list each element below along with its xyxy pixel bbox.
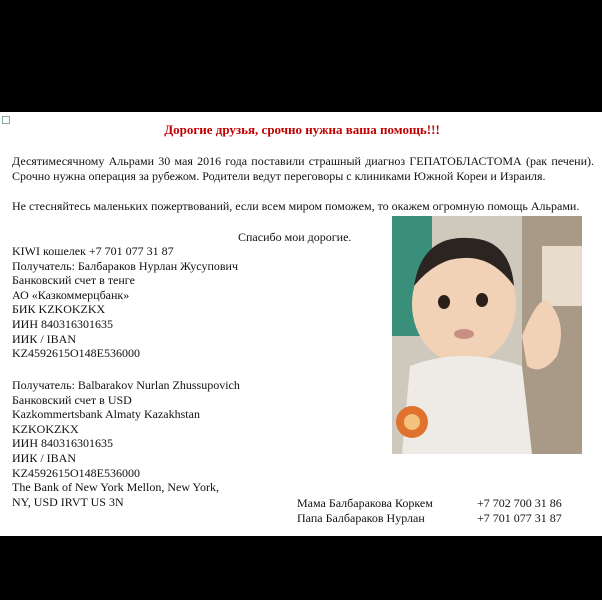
parents-contacts xyxy=(297,496,562,526)
thanks-line: Спасибо мои дорогие. xyxy=(238,230,352,244)
mother-name: Мама Балбаракова Коркем xyxy=(297,496,433,510)
tenge-payment-details xyxy=(12,244,238,361)
layout-anchor-icon xyxy=(2,116,10,124)
mother-contact xyxy=(297,496,562,511)
iban-number-usd: KZ4592615O148E536000 xyxy=(12,465,140,480)
bik-code: БИК KZKOKZKX xyxy=(12,302,106,317)
child-photo xyxy=(392,216,582,454)
account-usd: Банковский счет в USD xyxy=(12,392,132,407)
iin-number-usd: ИИН 840316301635 xyxy=(12,436,113,451)
father-contact xyxy=(297,511,562,526)
correspondent-bank: The Bank of New York Mellon, New York, xyxy=(12,480,219,495)
diagnosis-paragraph: Десятимесячному Альрами 30 мая 2016 года поставили страшный диагноз ГЕПАТОБЛАСТОМА (рак печени). Срочно нужна операция за рубежом. Родители ведут переговоры с клиниками Южной Кореи и Израиля. xyxy=(12,154,594,183)
recipient-en: Получатель: Balbarakov Nurlan Zhussupovich xyxy=(12,378,240,392)
recipient-ru: Получатель: Балбараков Нурлан Жусупович xyxy=(12,258,238,273)
page-title: Дорогие друзья, срочно нужна ваша помощь!!! xyxy=(164,122,440,137)
bank-name-en: Kazkommertsbank Almaty Kazakhstan xyxy=(12,407,200,422)
correspondent-swift: NY, USD IRVT US 3N xyxy=(12,494,124,509)
father-phone: +7 701 077 31 87 xyxy=(477,511,562,525)
mother-phone: +7 702 700 31 86 xyxy=(477,496,562,510)
kiwi-wallet: KIWI кошелек +7 701 077 31 87 xyxy=(12,244,174,258)
iban-number: KZ4592615O148E536000 xyxy=(12,346,140,361)
document-content xyxy=(10,112,594,536)
iin-number: ИИН 840316301635 xyxy=(12,316,113,331)
swift-code: KZKOKZKX xyxy=(12,421,79,436)
account-tenge: Банковский счет в тенге xyxy=(12,273,135,288)
document-page xyxy=(0,112,602,536)
bank-name-ru: АО «Казкоммерцбанк» xyxy=(12,287,130,302)
appeal-paragraph: Не стесняйтесь маленьких пожертвований, если всем миром поможем, то окажем огромную помощь Альрами. xyxy=(12,199,580,213)
usd-payment-details xyxy=(12,378,240,509)
iik-label-usd: ИИК / IBAN xyxy=(12,450,77,465)
father-name: Папа Балбараков Нурлан xyxy=(297,511,425,525)
iik-label: ИИК / IBAN xyxy=(12,331,77,346)
